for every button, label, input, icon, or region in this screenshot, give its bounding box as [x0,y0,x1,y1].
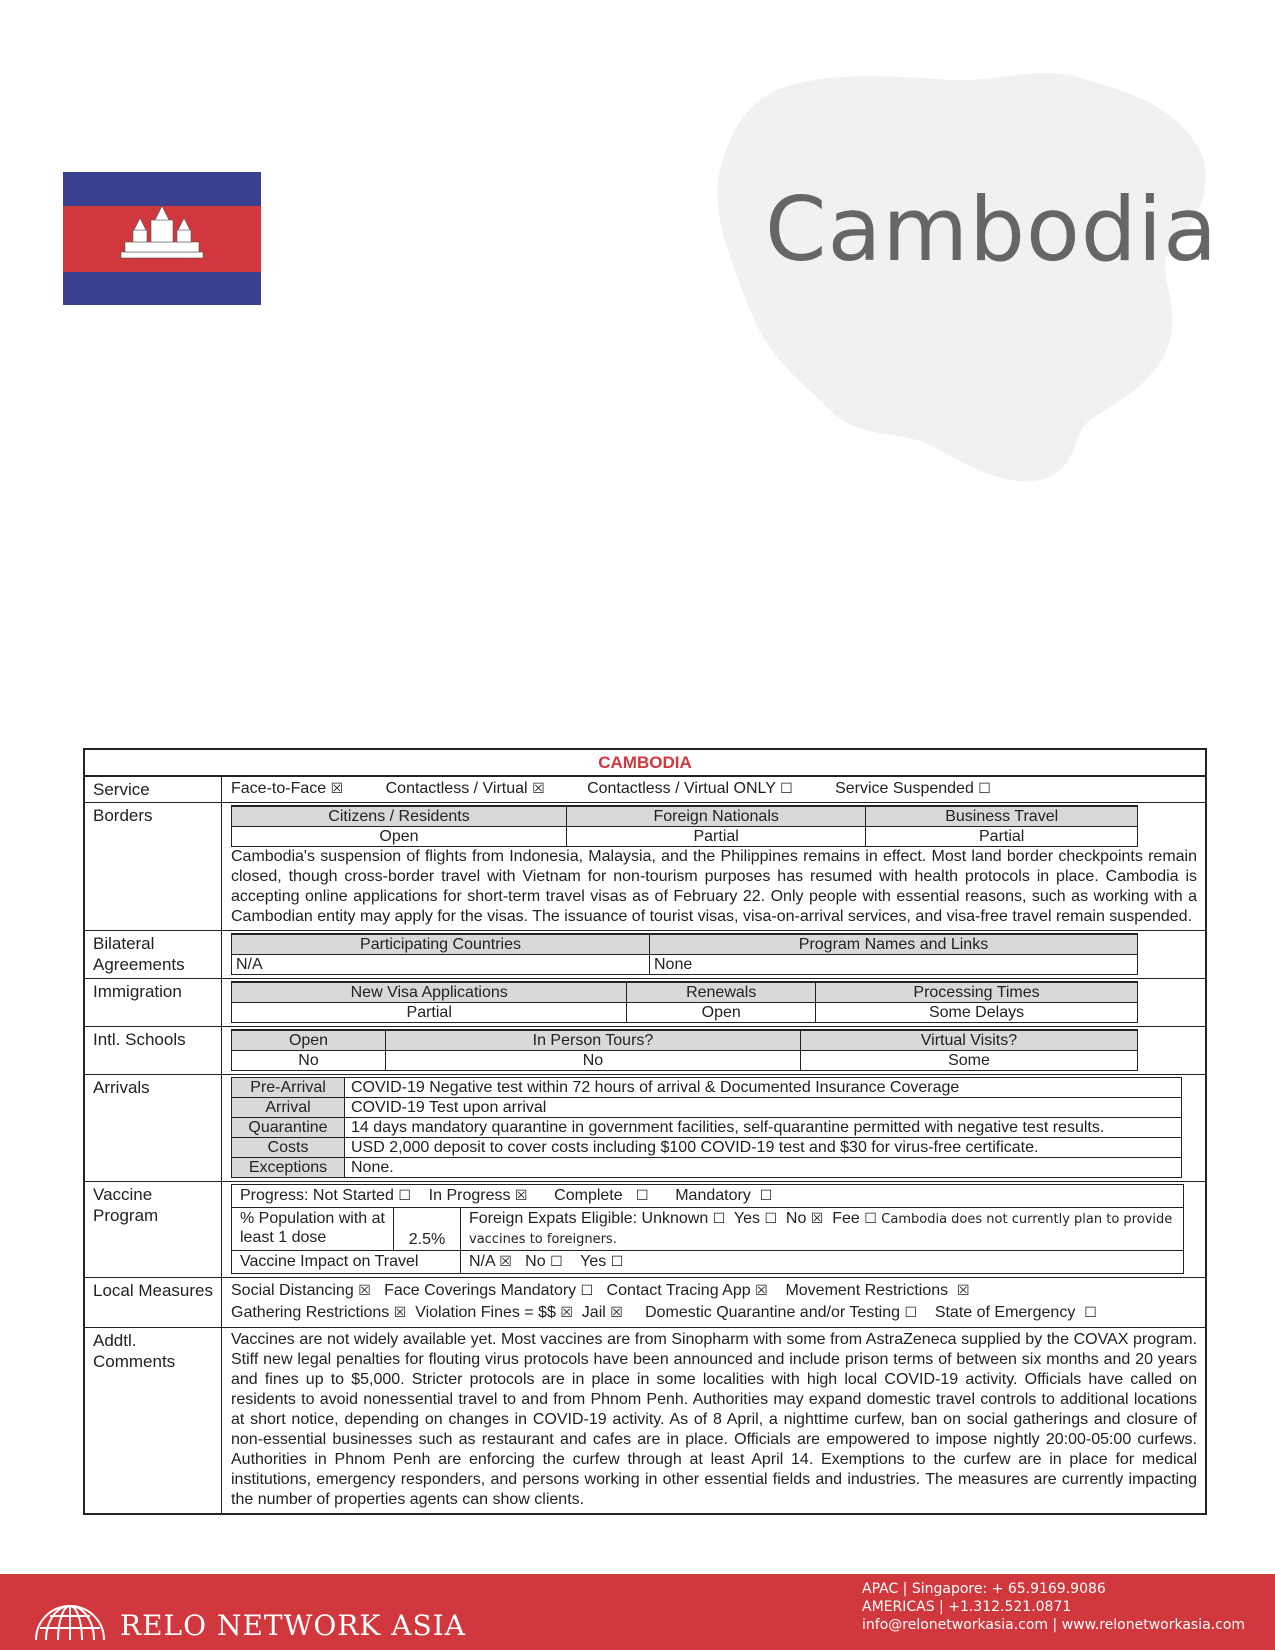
bilateral-val-countries: N/A [232,955,650,975]
unchecked-box-icon: ☐ [398,1188,411,1204]
checked-box-icon: ☒ [610,1305,623,1321]
vaccine-population-value: 2.5% [394,1208,461,1251]
report-header: CAMBODIA [85,750,1205,777]
borders-label: Borders [85,803,222,930]
unchecked-box-icon: ☐ [904,1305,918,1321]
arrivals-row [85,1075,1205,1182]
arrivals-row-pre-arrival: Pre-Arrival COVID-19 Negative test within 72 hours of arrival & Documented Insurance Coverage [232,1078,1182,1098]
cambodia-flag [63,172,261,305]
schools-row [85,1027,1205,1075]
unchecked-box-icon: ☐ [864,1211,877,1227]
checked-box-icon: ☒ [532,781,545,797]
unchecked-box-icon: ☐ [610,1254,624,1270]
local-measures-line1: Social Distancing ☒ Face Coverings Mandatory ☐ Contact Tracing App ☒ Movement Restrictions ☒ [231,1282,970,1299]
checked-box-icon: ☒ [358,1283,371,1299]
comments-label: Addtl. Comments [85,1328,222,1513]
checked-box-icon: ☒ [514,1188,528,1204]
footer-contact-web[interactable]: info@relonetworkasia.com | www.relonetworkasia.com [862,1617,1246,1633]
immigration-label: Immigration [85,979,222,1026]
vaccine-expats: Foreign Expats Eligible: Unknown ☐ Yes ☐ No ☒ Fee ☐ Cambodia does not currently plan to provide vaccines to foreigners. [461,1208,1184,1251]
country-title: Cambodia [765,178,1219,281]
checked-box-icon: ☒ [755,1283,768,1299]
vaccine-label: Vaccine Program [85,1182,222,1277]
borders-val-citizens: Open [232,827,567,847]
footer-brand: RELO NETWORK ASIA [120,1609,466,1642]
footer-bar [0,1574,1275,1650]
unchecked-box-icon: ☐ [580,1283,594,1299]
borders-val-business: Partial [866,827,1138,847]
checked-box-icon: ☒ [810,1211,824,1227]
checked-box-icon: ☒ [393,1305,407,1321]
footer-contact [862,1580,1245,1634]
vaccine-subtable [231,1184,1184,1274]
immigration-col-new-visa: New Visa Applications [232,982,627,1003]
vaccine-impact-options: N/A ☒ No ☐ Yes ☐ [461,1251,1184,1274]
local-measures-row [85,1278,1205,1328]
bilateral-row [85,931,1205,979]
vaccine-progress: Progress: Not Started ☐ In Progress ☒ Complete ☐ Mandatory ☐ [232,1185,1184,1208]
arrivals-row-arrival: Arrival COVID-19 Test upon arrival [232,1098,1182,1118]
arrivals-row-exceptions: Exceptions None. [232,1158,1182,1178]
checked-box-icon: ☒ [560,1305,573,1321]
local-measures-line2: Gathering Restrictions ☒ Violation Fines = $$ ☒ Jail ☒ Domestic Quarantine and/or Testing ☐ State of Emergency ☐ [231,1304,1097,1321]
service-options [222,777,1205,802]
schools-label: Intl. Schools [85,1027,222,1074]
unchecked-box-icon: ☐ [780,781,793,797]
schools-col-open: Open [232,1030,386,1051]
bilateral-val-programs: None [650,955,1138,975]
immigration-row [85,979,1205,1027]
borders-col-foreign: Foreign Nationals [566,806,865,827]
unchecked-box-icon: ☐ [1084,1305,1097,1321]
checked-box-icon: ☒ [499,1254,512,1270]
vaccine-population-label: % Population with at least 1 dose [232,1208,394,1251]
unchecked-box-icon: ☐ [759,1188,773,1204]
arrivals-subtable [231,1077,1182,1178]
schools-col-tours: In Person Tours? [386,1030,801,1051]
vaccine-expats-note: Cambodia does not currently plan to provide vaccines to foreigners. [469,1212,1173,1247]
unchecked-box-icon: ☐ [550,1254,563,1270]
bilateral-label: Bilateral Agreements [85,931,222,978]
option-face-to-face: Face-to-Face ☒ [231,780,344,797]
borders-row [85,803,1205,931]
borders-col-citizens: Citizens / Residents [232,806,567,827]
comments-text: Vaccines are not widely available yet. Most vaccines are from Sinopharm with some from AstraZeneca supplied by the COVAX program. Stiff new legal penalties for flouting virus protocols have been announced and include prison terms of between six months and 20 years and fines up to $5,000. Stricter protocols are in place in some localities with high local COVID-19 activity. Officials have called on residents to avoid nonessential travel to and from Phnom Penh. Authorities may expand domestic travel controls to additional locations at short notice, depending on changes in COVID-19 activity. As of 8 April, a nighttime curfew, ban on social gatherings and closure of non-essential businesses such as restaurant and cafes are in place. Officials are empowered to impose nightly 20:00-05:00 curfews. Authorities in Phnom Penh are enforcing the curfew through at least April 14. Exemptions to the curfew are in place for medical institutions, emergency responders, and persons working in other essential fields and industries. The measures are currently impacting the number of properties agents can show clients. [231,1331,1197,1508]
schools-val-virtual: Some [800,1051,1137,1071]
borders-notes: Cambodia's suspension of flights from Indonesia, Malaysia, and the Philippines remains in effect. Most land border checkpoints remain closed, though cross-border travel with Vietnam for non-tourism purposes has resumed with health protocols in place. Cambodia is accepting online applications for short-term travel visas as of February 22. Only people with essential reasons, such as working with a Cambodian entity may apply for the visas. The issuance of tourist visas, visa-on-arrival services, and visa-free travel remain suspended. [231,848,1197,925]
borders-subtable [231,805,1138,847]
unchecked-box-icon: ☐ [712,1211,726,1227]
checked-box-icon: ☒ [957,1283,970,1299]
service-row [85,777,1205,803]
vaccine-row [85,1182,1205,1278]
schools-val-open: No [232,1051,386,1071]
unchecked-box-icon: ☐ [978,781,991,797]
globe-logo-icon [28,1580,112,1646]
borders-col-business: Business Travel [866,806,1138,827]
bilateral-col-countries: Participating Countries [232,934,650,955]
schools-subtable [231,1029,1138,1071]
unchecked-box-icon: ☐ [764,1211,777,1227]
checked-box-icon: ☒ [330,781,344,797]
borders-val-foreign: Partial [566,827,865,847]
immigration-subtable [231,981,1138,1023]
footer-contact-apac: APAC | Singapore: + 65.9169.9086 [862,1581,1106,1597]
option-service-suspended: Service Suspended ☐ [835,780,991,797]
country-report-table [83,748,1207,1515]
immigration-val-new-visa: Partial [232,1003,627,1023]
option-contactless-virtual: Contactless / Virtual ☒ [385,780,545,797]
bilateral-col-programs: Program Names and Links [650,934,1138,955]
footer-contact-americas: AMERICAS | +1.312.521.0871 [862,1599,1072,1615]
vaccine-impact-label: Vaccine Impact on Travel [232,1251,461,1274]
service-label: Service [85,777,222,802]
comments-row [85,1328,1205,1513]
option-contactless-virtual-only: Contactless / Virtual ONLY ☐ [587,780,793,797]
immigration-col-renewals: Renewals [627,982,816,1003]
arrivals-row-costs: Costs USD 2,000 deposit to cover costs including $100 COVID-19 test and $30 for virus-free certificate. [232,1138,1182,1158]
arrivals-label: Arrivals [85,1075,222,1181]
immigration-col-processing: Processing Times [816,982,1138,1003]
immigration-val-renewals: Open [627,1003,816,1023]
schools-col-virtual: Virtual Visits? [800,1030,1137,1051]
unchecked-box-icon: ☐ [635,1188,649,1204]
schools-val-tours: No [386,1051,801,1071]
arrivals-row-quarantine: Quarantine 14 days mandatory quarantine in government facilities, self-quarantine permitted with negative test results. [232,1118,1182,1138]
immigration-val-processing: Some Delays [816,1003,1138,1023]
bilateral-subtable [231,933,1138,975]
local-measures-label: Local Measures [85,1278,222,1327]
